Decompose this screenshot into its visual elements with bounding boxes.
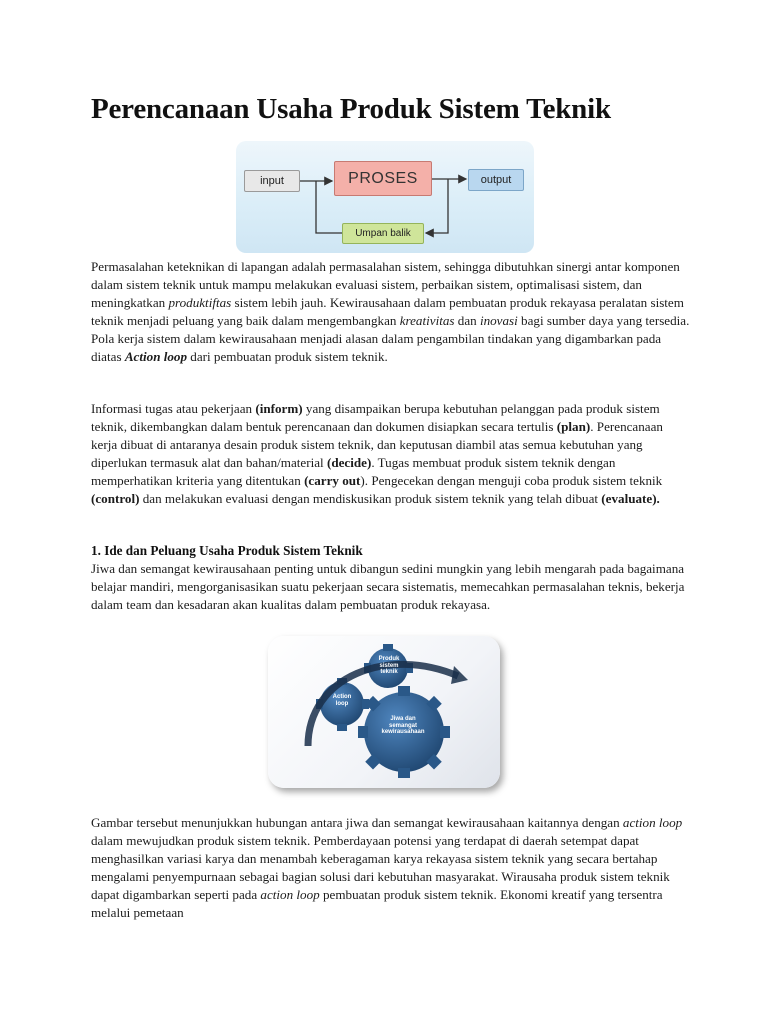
p2-text-5: ). Pengecekan dengan menguji coba produk sistem teknik (360, 473, 663, 488)
p1-italic-produktiftas: produktiftas (168, 295, 232, 310)
p2-bold-inform: (inform) (255, 401, 303, 416)
gear-label-jiwa: Jiwa dan semangat kewirausahaan (381, 716, 425, 735)
p4-italic-action-loop-1: action loop (622, 815, 683, 830)
section-heading: 1. Ide dan Peluang Usaha Produk Sistem Teknik (91, 543, 363, 558)
p2-text-4: . Tugas membuat produk sistem teknik dengan memperhatikan kriteria yang ditentukan (91, 455, 616, 488)
gears-diagram (268, 636, 500, 788)
p2-bold-plan: (plan) (556, 419, 591, 434)
input-box: input (244, 170, 300, 192)
p1-text-1: Permasalahan keteknikan di lapangan adalah permasalahan sistem, sehingga dibutuhkan sinergi antar komponen dalam sistem teknik untuk mampu melakukan evaluasi sistem, perbaikan sistem, optimalisasi sistem, dan meningkatkan (91, 259, 680, 310)
paragraph-1 (91, 258, 691, 366)
p1-text-3: dan (454, 313, 480, 328)
p2-bold-control: (control) (91, 491, 140, 506)
paragraph-3 (91, 560, 691, 614)
p1-text-4: bagi sumber daya yang tersedia. Pola kerja sistem dalam kewirausahaan menjadi alasan dalam pengambilan tindakan yang digambarkan pada diatas (91, 313, 690, 364)
p2-bold-decide: (decide) (326, 455, 372, 470)
gear-label-produk: Produk sistem teknik (378, 656, 400, 675)
p1-italic-inovasi: inovasi (479, 313, 518, 328)
p4-text-1: Gambar tersebut menunjukkan hubungan antara jiwa dan semangat kewirausahaan kaitannya dengan (91, 815, 623, 830)
p2-text-2: yang disampaikan berupa kebutuhan pelanggan pada produk sistem teknik, dikembangkan dalam bentuk perencanaan dan dokumen disiapkan secara tertulis (91, 401, 660, 434)
p1-text-2: sistem lebih jauh. Kewirausahaan dalam pembuatan produk rekayasa peralatan sistem teknik menjadi peluang yang baik dalam mengembangkan (91, 295, 684, 328)
p2-text-6: dan melakukan evaluasi dengan mendiskusikan produk sistem teknik yang telah dibuat (139, 491, 602, 506)
page-title: Perencanaan Usaha Produk Sistem Teknik (91, 93, 611, 125)
p4-text-3: pembuatan produk sistem teknik. Ekonomi kreatif yang tersentra melalui pemetaan (91, 887, 663, 920)
p4-italic-action-loop-2: action loop (260, 887, 320, 902)
paragraph-4 (91, 814, 691, 922)
p2-bold-evaluate: (evaluate). (601, 491, 660, 506)
output-box: output (468, 169, 524, 191)
p2-text-3: . Perencanaan kerja dibuat di antaranya desain produk sistem teknik, dan keputusan diambil atas semua kebutuhan yang diperlukan termasuk alat dan bahan/material (91, 419, 663, 470)
p1-text-5: dari pembuatan produk sistem teknik. (187, 349, 388, 364)
p4-text-2: dalam mewujudkan produk sistem teknik. Pemberdayaan potensi yang terdapat di daerah setempat dapat menghasilkan variasi karya dan menambah keberagaman karya rekayasa sistem teknik yang secara bertahap mengalami penyempurnaan sebagai bagian solusi dari kebutuhan masyarakat. Wirausaha produk sistem teknik dapat digambarkan seperti pada (91, 833, 670, 902)
p3-text-1: Jiwa dan semangat kewirausahaan penting untuk dibangun sedini mungkin yang lebih mengarah pada bagaimana belajar mandiri, mengorganisasikan suatu pekerjaan secara sistematis, memecahkan permasalahan teknis, bekerja dalam team dan kesadaran akan kualitas dalam pembuatan produk rekayasa. (91, 561, 685, 612)
gear-label-action-loop: Action loop (332, 694, 352, 707)
umpan-balik-box: Umpan balik (342, 223, 424, 244)
proses-box: PROSES (334, 161, 432, 196)
p1-italic-kreativitas: kreativitas (399, 313, 455, 328)
p2-bold-carry-out: (carry out (304, 473, 361, 488)
process-diagram (236, 141, 534, 253)
paragraph-2 (91, 400, 691, 508)
p2-text-1: Informasi tugas atau pekerjaan (91, 401, 256, 416)
p1-action-loop: Action loop (124, 349, 188, 364)
